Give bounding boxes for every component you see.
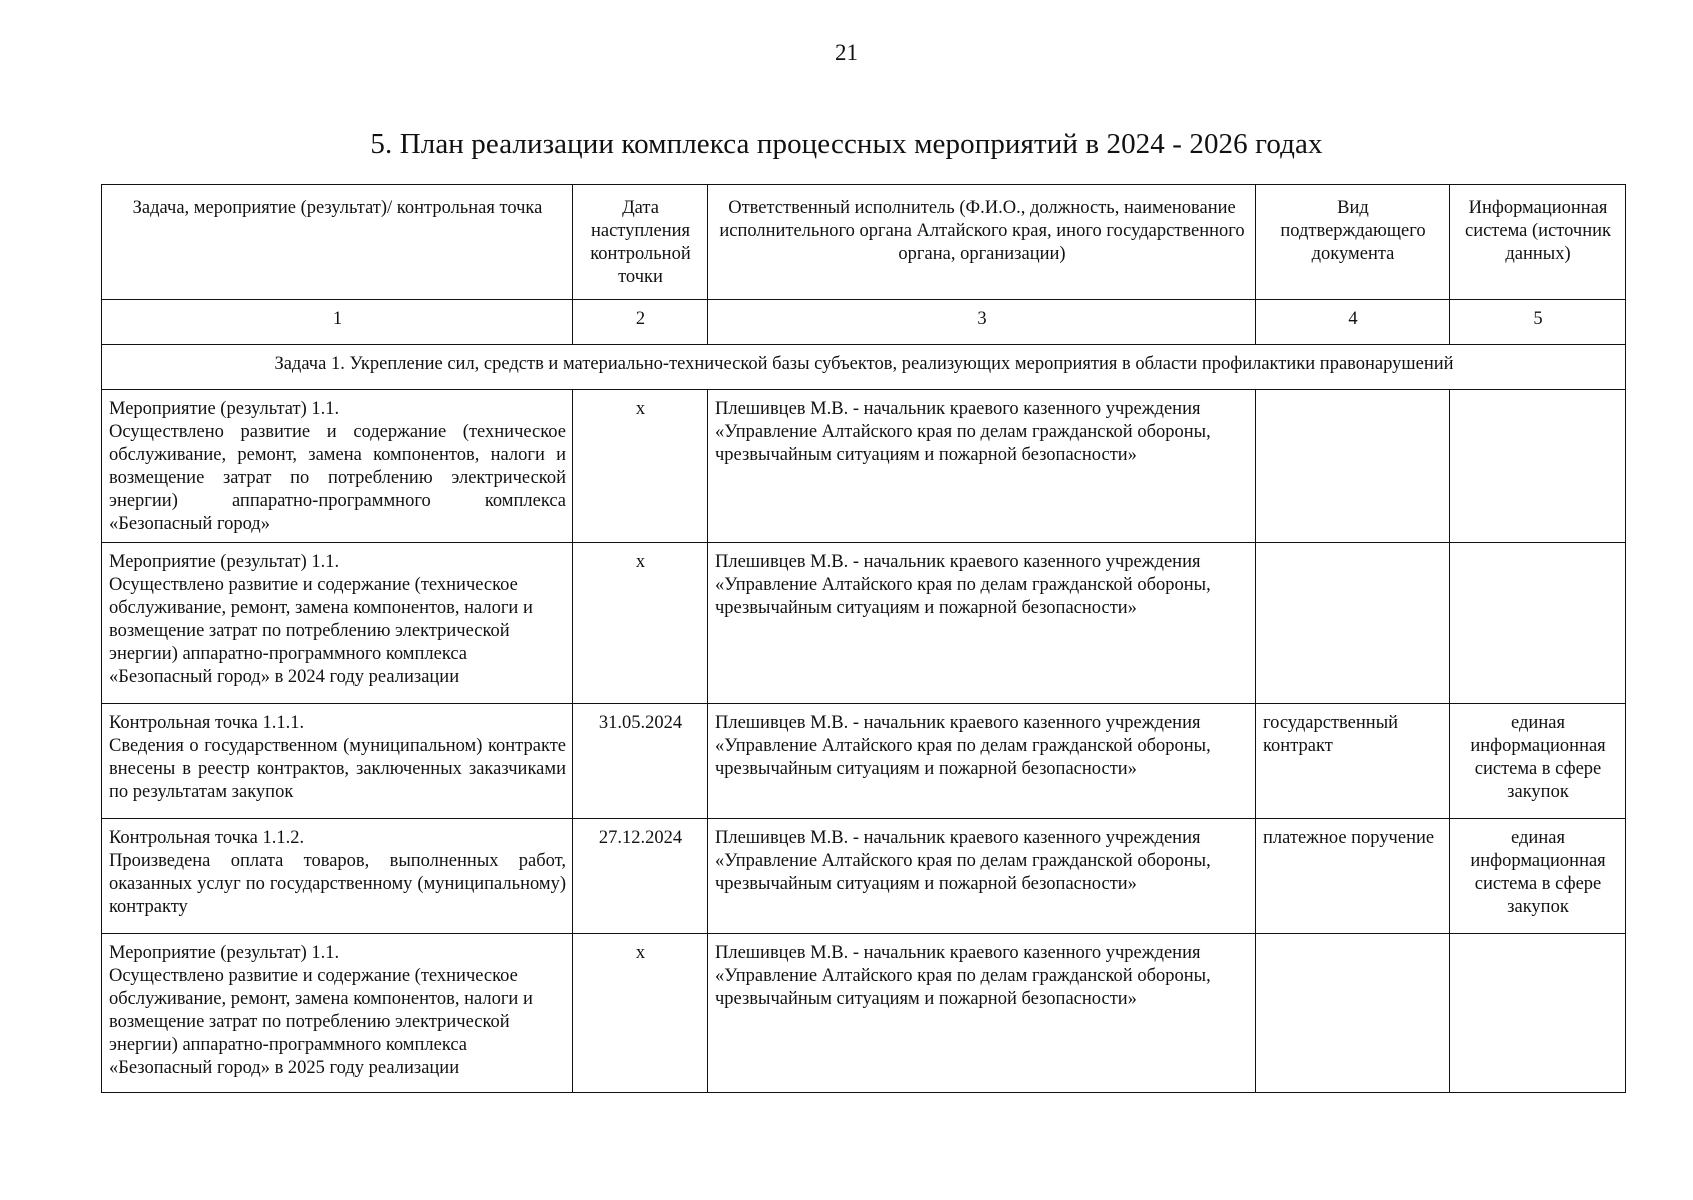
row-responsible: Плешивцев М.В. - начальник краевого казенного учреждения «Управление Алтайского края по делам гражданской обороны, чрезвычайным ситуациям и пожарной безопасности» [708,934,1256,1093]
table-row [102,390,1626,543]
row-document [1256,390,1450,543]
row-name-text: Осуществлено развитие и содержание (техническое обслуживание, ремонт, замена компонентов, налоги и возмещение затрат по потреблению электрической энергии) аппаратно-программного комплекса «Безопасный город» [109,422,566,534]
column-number: 3 [708,300,1256,345]
row-name-cell [102,543,573,704]
row-responsible: Плешивцев М.В. - начальник краевого казенного учреждения «Управление Алтайского края по делам гражданской обороны, чрезвычайным ситуациям и пожарной безопасности» [708,704,1256,819]
plan-table [101,184,1626,1093]
column-number: 5 [1450,300,1626,345]
row-name-title: Контрольная точка 1.1.2. [109,828,305,848]
row-document: платежное поручение [1256,819,1450,934]
row-date: x [573,934,708,1093]
column-number: 2 [573,300,708,345]
table-row [102,543,1626,704]
header-document: Вид подтверждающего документа [1256,185,1450,300]
header-system: Информационная система (источник данных) [1450,185,1626,300]
row-responsible: Плешивцев М.В. - начальник краевого казенного учреждения «Управление Алтайского края по делам гражданской обороны, чрезвычайным ситуациям и пожарной безопасности» [708,543,1256,704]
page-number: 21 [835,40,858,65]
row-system [1450,543,1626,704]
header-date: Дата наступления контрольной точки [573,185,708,300]
row-name-text: Осуществлено развитие и содержание (техническое обслуживание, ремонт, замена компонентов, налоги и возмещение затрат по потреблению электрической энергии) аппаратно-программного комплекса «Безопасный город» в 2024 году реализации [109,575,533,687]
row-responsible: Плешивцев М.В. - начальник краевого казенного учреждения «Управление Алтайского края по делам гражданской обороны, чрезвычайным ситуациям и пожарной безопасности» [708,390,1256,543]
row-document [1256,934,1450,1093]
row-system [1450,934,1626,1093]
row-date: 31.05.2024 [573,704,708,819]
column-numbers-row [102,300,1626,345]
row-document: государственный контракт [1256,704,1450,819]
row-name-cell [102,819,573,934]
row-name-title: Мероприятие (результат) 1.1. [109,399,340,419]
row-name-cell [102,934,573,1093]
column-number: 1 [102,300,573,345]
row-name-text: Сведения о государственном (муниципальном) контракте внесены в реестр контрактов, заключенных заказчиками по результатам закупок [109,736,566,802]
column-number: 4 [1256,300,1450,345]
header-task: Задача, мероприятие (результат)/ контрольная точка [102,185,573,300]
row-date: x [573,390,708,543]
row-date: x [573,543,708,704]
row-responsible: Плешивцев М.В. - начальник краевого казенного учреждения «Управление Алтайского края по делам гражданской обороны, чрезвычайным ситуациям и пожарной безопасности» [708,819,1256,934]
row-name-title: Контрольная точка 1.1.1. [109,713,305,733]
task-row [102,345,1626,390]
row-name-cell [102,704,573,819]
document-title: 5. План реализации комплекса процессных мероприятий в 2024 - 2026 годах [370,128,1323,160]
row-system [1450,390,1626,543]
table-row [102,934,1626,1093]
row-name-cell [102,390,573,543]
row-name-title: Мероприятие (результат) 1.1. [109,943,340,963]
task-title: Задача 1. Укрепление сил, средств и материально-технической базы субъектов, реализующих мероприятия в области профилактики правонарушений [102,345,1626,390]
table-header-row [102,185,1626,300]
row-name-text: Произведена оплата товаров, выполненных работ, оказанных услуг по государственному (муниципальному) контракту [109,851,566,917]
row-system: единая информационная система в сфере закупок [1450,819,1626,934]
table-row [102,704,1626,819]
row-system: единая информационная система в сфере закупок [1450,704,1626,819]
header-responsible: Ответственный исполнитель (Ф.И.О., должность, наименование исполнительного органа Алтайского края, иного государственного органа, организации) [708,185,1256,300]
row-name-title: Мероприятие (результат) 1.1. [109,552,340,572]
table-row [102,819,1626,934]
row-date: 27.12.2024 [573,819,708,934]
row-name-text: Осуществлено развитие и содержание (техническое обслуживание, ремонт, замена компонентов, налоги и возмещение затрат по потреблению электрической энергии) аппаратно-программного комплекса «Безопасный город» в 2025 году реализации [109,966,533,1078]
row-document [1256,543,1450,704]
